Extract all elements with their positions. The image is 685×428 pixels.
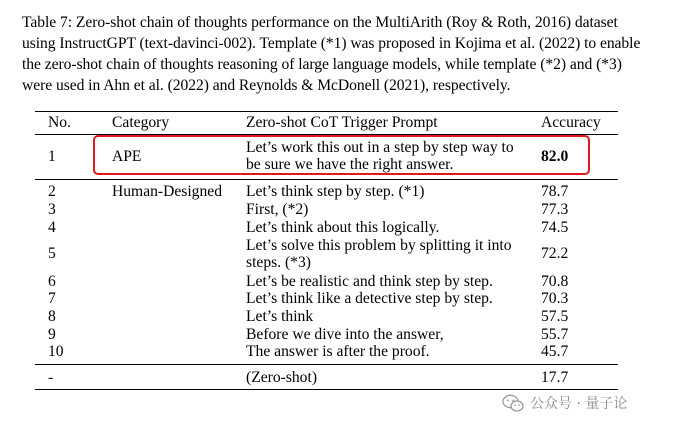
row-accuracy: 45.7 <box>541 343 569 360</box>
caption-line: were used in Ahn et al. (2022) and Reynolds & McDonell (2021), respectively. <box>22 77 511 94</box>
watermark-text: 公众号 · 量子论 <box>530 396 628 412</box>
row-accuracy: 78.7 <box>541 183 569 200</box>
row-accuracy: 70.8 <box>541 273 569 290</box>
row-no: 6 <box>48 273 56 290</box>
row-category: APE <box>112 148 142 165</box>
row-no: 5 <box>48 245 56 262</box>
row-no: - <box>48 369 54 386</box>
group-rule <box>35 364 618 365</box>
row-prompt: Let’s think <box>246 308 314 325</box>
row-accuracy: 55.7 <box>541 326 569 343</box>
row-category: Human-Designed <box>112 183 222 200</box>
row-accuracy: 70.3 <box>541 290 569 307</box>
row-accuracy: 57.5 <box>541 308 569 325</box>
row-prompt: Let’s work this out in a step by step way to <box>246 139 514 156</box>
row-accuracy: 82.0 <box>541 148 569 165</box>
row-prompt: (Zero-shot) <box>246 369 318 386</box>
row-prompt: Let’s be realistic and think step by step. <box>246 273 493 290</box>
row-no: 7 <box>48 290 56 307</box>
row-no: 1 <box>48 148 56 165</box>
row-no: 9 <box>48 326 56 343</box>
caption-line: Table 7: Zero-shot chain of thoughts performance on the MultiArith (Roy & Roth, 2016) dataset <box>22 14 618 31</box>
row-no: 10 <box>48 343 64 360</box>
caption-line: using InstructGPT (text-davinci-002). Template (*1) was proposed in Kojima et al. (2022) to enable <box>22 35 641 52</box>
wechat-icon <box>502 394 524 412</box>
caption-line: the zero-shot chain of thoughts reasoning of large language models, while template (*2) and (*3) <box>22 56 622 73</box>
highlight-box <box>93 135 590 175</box>
row-accuracy: 17.7 <box>541 369 569 386</box>
row-prompt: Let’s think about this logically. <box>246 219 440 236</box>
row-accuracy: 72.2 <box>541 245 569 262</box>
table-caption <box>22 12 667 96</box>
table-top-rule <box>35 111 618 112</box>
row-no: 2 <box>48 183 56 200</box>
header-prompt: Zero-shot CoT Trigger Prompt <box>246 114 438 131</box>
row-prompt: Let’s solve this problem by splitting it into <box>246 237 512 254</box>
header-no: No. <box>48 114 71 131</box>
row-prompt: steps. (*3) <box>246 254 311 271</box>
header-accuracy: Accuracy <box>541 114 601 131</box>
row-prompt: be sure we have the right answer. <box>246 156 454 173</box>
row-no: 4 <box>48 219 56 236</box>
row-prompt: Let’s think step by step. (*1) <box>246 183 425 200</box>
row-accuracy: 77.3 <box>541 201 569 218</box>
row-prompt: First, (*2) <box>246 201 309 218</box>
table-bottom-rule <box>35 389 618 390</box>
group-rule <box>35 179 618 180</box>
row-no: 3 <box>48 201 56 218</box>
header-category: Category <box>112 114 170 131</box>
watermark <box>502 393 627 413</box>
row-prompt: Let’s think like a detective step by step. <box>246 290 493 307</box>
row-prompt: Before we dive into the answer, <box>246 326 444 343</box>
row-prompt: The answer is after the proof. <box>246 343 430 360</box>
row-no: 8 <box>48 308 56 325</box>
row-accuracy: 74.5 <box>541 219 569 236</box>
